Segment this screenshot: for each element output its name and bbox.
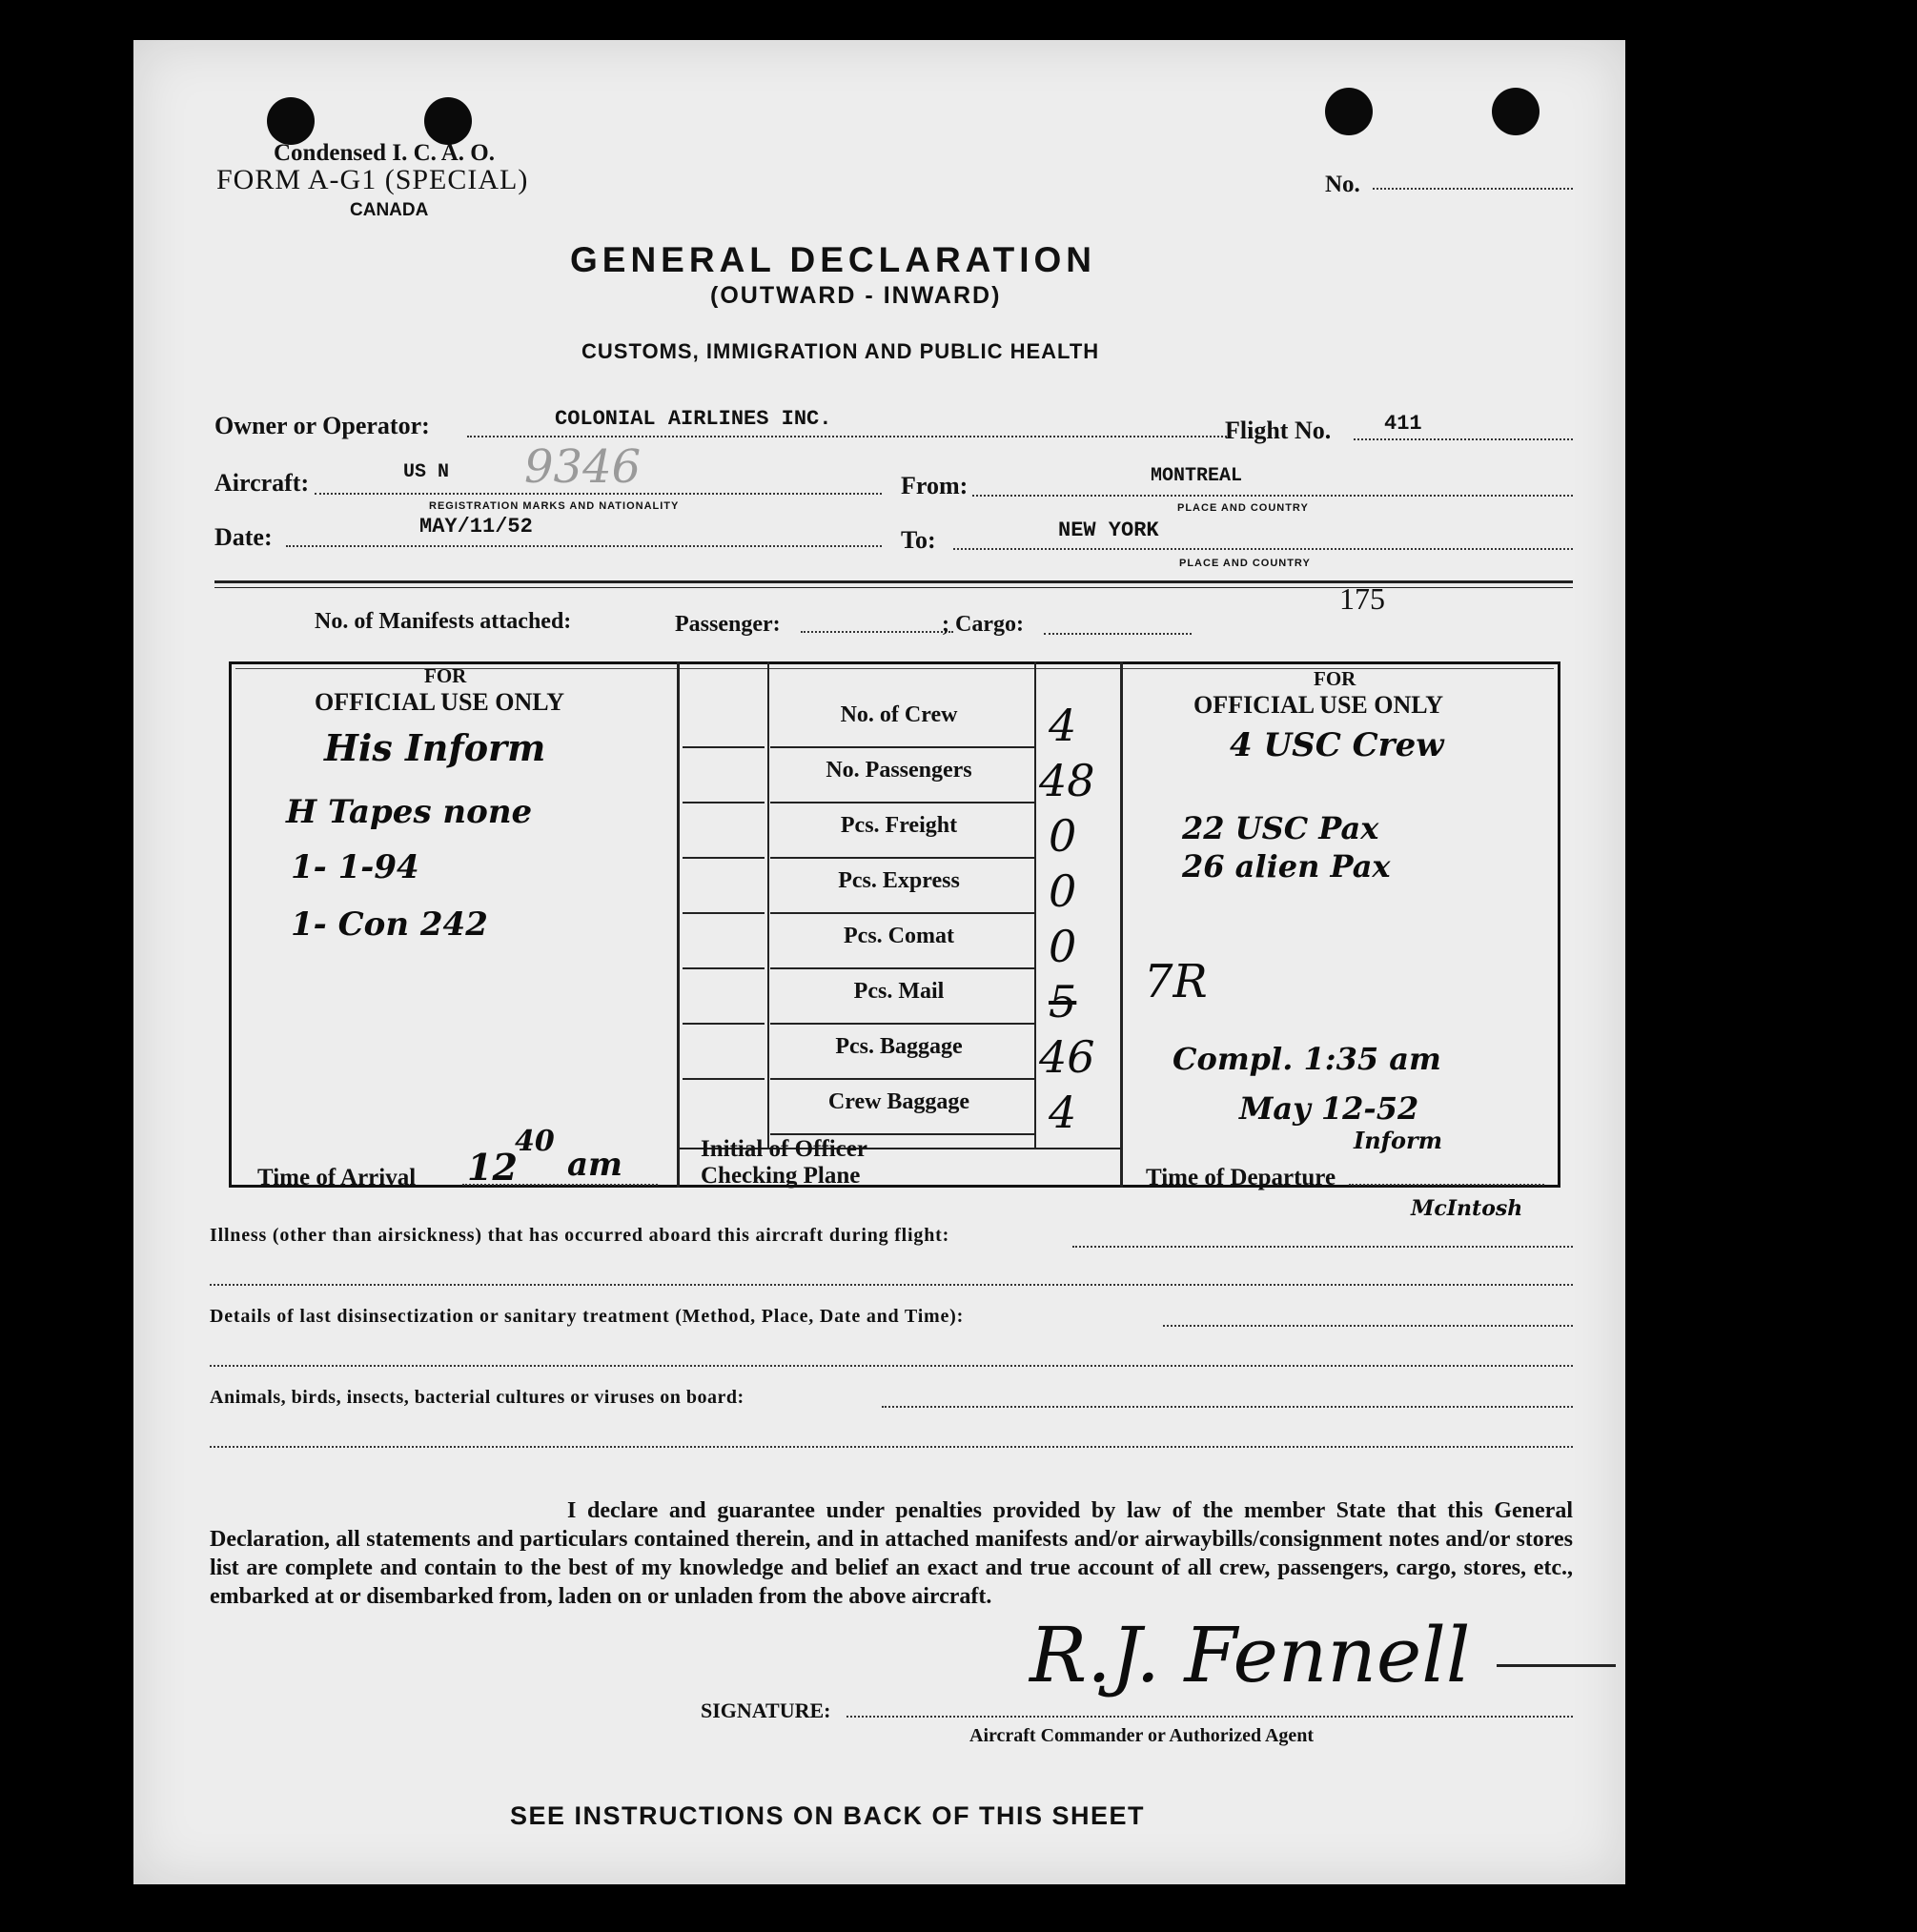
item-label: Pcs. Baggage bbox=[835, 1034, 963, 1059]
punch-hole bbox=[267, 97, 315, 145]
to-line bbox=[953, 548, 1573, 550]
departure-line bbox=[1349, 1184, 1544, 1186]
item-label: Pcs. Mail bbox=[853, 979, 945, 1004]
form-id-line1: Condensed I. C. A. O. bbox=[274, 140, 495, 166]
item-value: 48 bbox=[1039, 755, 1095, 806]
to-value: NEW YORK bbox=[1058, 519, 1159, 542]
right-note-6: May 12-52 bbox=[1239, 1090, 1419, 1127]
disinsection-line bbox=[1163, 1325, 1573, 1327]
row-line bbox=[683, 967, 765, 969]
declaration-form bbox=[133, 40, 1625, 1884]
page-subtitle: (OUTWARD - INWARD) bbox=[710, 282, 1002, 309]
right-official-header-2: OFFICIAL USE ONLY bbox=[1193, 691, 1443, 719]
signature: R.J. Fennell bbox=[1030, 1611, 1471, 1699]
item-label: No. Passengers bbox=[826, 758, 972, 783]
aircraft-handwritten: 9346 bbox=[524, 440, 642, 494]
flight-label: Flight No. bbox=[1225, 417, 1332, 444]
stamp-number: 175 bbox=[1339, 581, 1385, 616]
item-row bbox=[770, 967, 1034, 1025]
right-note-1: 4 USC Crew bbox=[1230, 726, 1444, 764]
from-caption: PLACE AND COUNTRY bbox=[1177, 502, 1309, 514]
item-row bbox=[770, 1078, 1034, 1135]
officer-label-2: Checking Plane bbox=[701, 1163, 861, 1189]
item-label: Pcs. Express bbox=[838, 868, 960, 893]
date-label: Date: bbox=[214, 523, 273, 551]
officer-label-1: Initial of Officer bbox=[701, 1136, 867, 1162]
punch-hole bbox=[1325, 88, 1373, 135]
item-value: 4 bbox=[1049, 700, 1077, 751]
row-line bbox=[683, 746, 765, 748]
arrival-value-minutes: 40 bbox=[515, 1125, 555, 1158]
col-divider bbox=[1034, 661, 1036, 1148]
declaration-text: I declare and guarantee under penalties provided by law of the member State that this General Declaration, all statements and particulars contained therein, and in attached manifests and/or airwaybills/consignment notes and/or stores list are complete and contain to the best of my knowledge and belief an exact and true account of all crew, passengers, cargo, stores, etc., embarked at or disembarked from, laden on or unladen from the above aircraft. bbox=[210, 1498, 1573, 1609]
item-row bbox=[770, 1023, 1034, 1080]
item-value: 0 bbox=[1049, 810, 1077, 862]
left-note-3: 1- 1-94 bbox=[291, 848, 419, 886]
left-official-header-2: OFFICIAL USE ONLY bbox=[315, 688, 564, 716]
right-note-7: Inform bbox=[1354, 1127, 1443, 1154]
from-label: From: bbox=[901, 472, 969, 499]
arrival-value: 12 bbox=[467, 1146, 518, 1189]
row-line bbox=[683, 857, 765, 859]
right-note-2: 22 USC Pax bbox=[1182, 810, 1379, 846]
owner-label: Owner or Operator: bbox=[214, 412, 430, 439]
illness-line-2 bbox=[210, 1284, 1573, 1286]
punch-hole bbox=[1492, 88, 1540, 135]
left-note-1: His Inform bbox=[324, 726, 546, 769]
departure-label: Time of Departure bbox=[1146, 1165, 1336, 1190]
manifests-label: No. of Manifests attached: bbox=[315, 609, 572, 634]
animals-line bbox=[882, 1406, 1573, 1408]
right-note-5: Compl. 1:35 am bbox=[1173, 1041, 1441, 1077]
item-value: 0 bbox=[1049, 921, 1077, 972]
item-value: 0 bbox=[1049, 865, 1077, 917]
item-label: No. of Crew bbox=[840, 702, 958, 727]
passenger-line bbox=[801, 631, 953, 633]
agencies-heading: CUSTOMS, IMMIGRATION AND PUBLIC HEALTH bbox=[581, 339, 1100, 363]
form-id-line2: FORM A-G1 (SPECIAL) bbox=[216, 164, 529, 195]
item-value: 5 bbox=[1049, 976, 1077, 1027]
owner-value: COLONIAL AIRLINES INC. bbox=[555, 407, 832, 431]
flight-line bbox=[1354, 438, 1573, 440]
form-id-line3: CANADA bbox=[350, 200, 429, 220]
left-official-header-1: FOR bbox=[424, 664, 467, 687]
item-label: Crew Baggage bbox=[827, 1089, 970, 1114]
col-divider bbox=[677, 661, 680, 1188]
item-value: 46 bbox=[1039, 1031, 1095, 1083]
right-note-4: 7R bbox=[1144, 955, 1208, 1008]
item-row bbox=[770, 746, 1034, 803]
arrival-label: Time of Arrival bbox=[257, 1165, 417, 1190]
row-line bbox=[683, 1023, 765, 1025]
item-row bbox=[770, 857, 1034, 914]
officer-initials: McIntosh bbox=[1411, 1196, 1523, 1221]
item-row bbox=[770, 912, 1034, 969]
row-line bbox=[683, 912, 765, 914]
item-label: Pcs. Comat bbox=[844, 924, 954, 948]
to-caption: PLACE AND COUNTRY bbox=[1179, 558, 1311, 569]
registration-caption: REGISTRATION MARKS AND NATIONALITY bbox=[429, 500, 680, 512]
col-divider bbox=[767, 661, 769, 1148]
flight-value: 411 bbox=[1384, 412, 1422, 436]
arrival-value-ampm: am bbox=[567, 1146, 623, 1184]
page-title: GENERAL DECLARATION bbox=[570, 240, 1097, 279]
row-line bbox=[683, 1078, 765, 1080]
owner-line bbox=[467, 436, 1230, 437]
left-note-2: H Tapes none bbox=[286, 793, 533, 831]
right-note-3: 26 alien Pax bbox=[1182, 848, 1391, 885]
aircraft-value: US N bbox=[403, 461, 450, 483]
from-line bbox=[972, 495, 1573, 497]
illness-line bbox=[1072, 1246, 1573, 1248]
form-number-label: No. bbox=[1325, 172, 1360, 197]
passenger-label: Passenger: bbox=[675, 612, 781, 637]
cargo-label: ; Cargo: bbox=[942, 612, 1024, 637]
disinsection-question: Details of last disinsectization or sanitary treatment (Method, Place, Date and Time): bbox=[210, 1306, 965, 1327]
signature-flourish bbox=[1497, 1664, 1616, 1667]
form-number-line bbox=[1373, 188, 1573, 190]
item-row bbox=[770, 802, 1034, 859]
from-value: MONTREAL bbox=[1151, 465, 1243, 487]
signature-label: SIGNATURE: bbox=[701, 1698, 831, 1722]
cargo-line bbox=[1044, 633, 1192, 635]
to-label: To: bbox=[901, 526, 936, 554]
illness-question: Illness (other than airsickness) that has occurred aboard this aircraft during flight: bbox=[210, 1225, 950, 1246]
punch-hole bbox=[424, 97, 472, 145]
right-official-header-1: FOR bbox=[1314, 667, 1356, 690]
signature-caption: Aircraft Commander or Authorized Agent bbox=[969, 1725, 1315, 1746]
date-line bbox=[286, 545, 882, 547]
item-row bbox=[770, 693, 1034, 748]
item-value: 4 bbox=[1049, 1087, 1077, 1138]
disinsection-line-2 bbox=[210, 1365, 1573, 1367]
animals-question: Animals, birds, insects, bacterial cultures or viruses on board: bbox=[210, 1387, 744, 1408]
col-divider bbox=[1120, 661, 1123, 1188]
date-value: MAY/11/52 bbox=[419, 515, 533, 539]
row-line bbox=[683, 802, 765, 803]
footer-instructions: SEE INSTRUCTIONS ON BACK OF THIS SHEET bbox=[510, 1801, 1146, 1830]
item-label: Pcs. Freight bbox=[840, 813, 958, 838]
signature-line bbox=[846, 1716, 1573, 1718]
animals-line-2 bbox=[210, 1446, 1573, 1448]
left-note-4: 1- Con 242 bbox=[291, 905, 488, 944]
aircraft-label: Aircraft: bbox=[214, 469, 310, 497]
